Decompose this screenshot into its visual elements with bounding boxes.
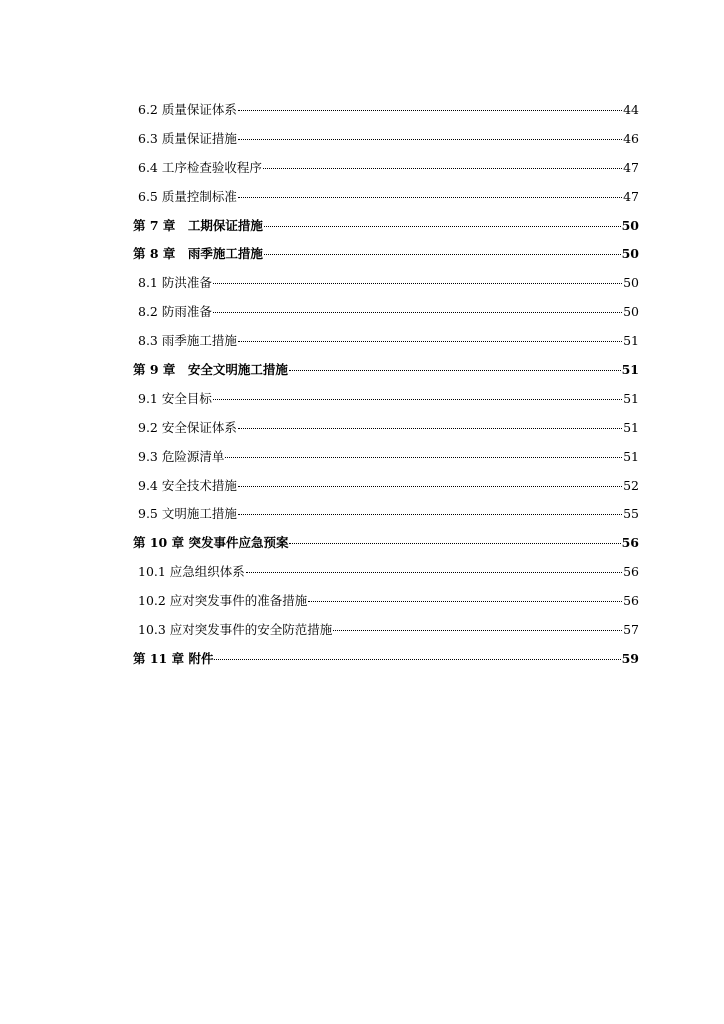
toc-entry-page: 59 (621, 650, 639, 666)
toc-entry-page: 50 (621, 246, 639, 262)
toc-entry-6-4[interactable] (133, 154, 639, 183)
toc-entry-6-3[interactable] (133, 125, 639, 154)
toc-entry-9-4[interactable] (133, 472, 639, 501)
toc-entry-label: 10.2 应对突发事件的准备措施 (138, 593, 308, 609)
toc-entry-6-2[interactable] (133, 96, 639, 125)
toc-chapter-7[interactable] (133, 212, 639, 241)
toc-entry-9-5[interactable] (133, 500, 639, 529)
toc-entry-8-1[interactable] (133, 269, 639, 298)
toc-entry-page: 51 (623, 390, 639, 406)
toc-entry-8-2[interactable] (133, 298, 639, 327)
toc-chapter-10[interactable] (133, 529, 639, 558)
dot-leader (213, 312, 622, 313)
toc-entry-page: 55 (623, 506, 639, 522)
dot-leader (238, 486, 622, 487)
toc-entry-label: 第 8 章 雨季施工措施 (133, 246, 263, 262)
toc-entry-page: 44 (623, 102, 639, 117)
toc-entry-label: 第 9 章 安全文明施工措施 (133, 362, 288, 378)
toc-entry-page: 56 (621, 535, 639, 551)
toc-chapter-11[interactable] (133, 645, 639, 674)
toc-entry-page: 46 (623, 130, 639, 146)
toc-entry-6-5[interactable] (133, 183, 639, 212)
toc-entry-page: 51 (621, 362, 639, 378)
dot-leader (246, 572, 622, 573)
toc-entry-9-3[interactable] (133, 443, 639, 472)
toc-chapter-8[interactable] (133, 240, 639, 269)
toc-entry-page: 51 (623, 419, 639, 435)
toc-entry-label: 8.1 防洪准备 (138, 275, 212, 291)
dot-leader (263, 168, 622, 169)
toc-entry-page: 51 (623, 448, 639, 464)
table-of-contents (133, 96, 639, 674)
toc-entry-label: 8.2 防雨准备 (138, 304, 212, 320)
toc-entry-label: 8.3 雨季施工措施 (138, 333, 237, 349)
toc-entry-label: 9.5 文明施工措施 (138, 506, 237, 522)
toc-entry-page: 57 (623, 622, 639, 638)
toc-entry-label: 10.1 应急组织体系 (138, 564, 245, 580)
toc-entry-label: 6.2 质量保证体系 (138, 102, 237, 117)
dot-leader (225, 457, 622, 458)
dot-leader (238, 110, 622, 111)
dot-leader (289, 543, 620, 544)
dot-leader (213, 283, 622, 284)
toc-entry-label: 9.1 安全目标 (138, 390, 212, 406)
toc-entry-page: 50 (623, 304, 639, 320)
toc-entry-label: 9.2 安全保证体系 (138, 419, 237, 435)
dot-leader (308, 601, 622, 602)
dot-leader (289, 370, 621, 371)
toc-entry-label: 6.3 质量保证措施 (138, 130, 237, 146)
dot-leader (264, 254, 621, 255)
dot-leader (238, 341, 622, 342)
toc-entry-8-3[interactable] (133, 327, 639, 356)
dot-leader (238, 197, 622, 198)
toc-entry-9-1[interactable] (133, 385, 639, 414)
toc-entry-page: 47 (623, 188, 639, 204)
dot-leader (333, 630, 622, 631)
toc-entry-page: 51 (623, 333, 639, 349)
dot-leader (213, 399, 622, 400)
dot-leader (238, 428, 622, 429)
toc-entry-9-2[interactable] (133, 414, 639, 443)
dot-leader (238, 139, 622, 140)
toc-entry-page: 56 (623, 593, 639, 609)
toc-entry-label: 9.4 安全技术措施 (138, 477, 237, 493)
toc-entry-label: 10.3 应对突发事件的安全防范措施 (138, 622, 333, 638)
toc-entry-10-2[interactable] (133, 587, 639, 616)
toc-entry-page: 52 (623, 477, 639, 493)
dot-leader (264, 226, 621, 227)
dot-leader (238, 514, 622, 515)
toc-entry-10-3[interactable] (133, 616, 639, 645)
toc-entry-label: 9.3 危险源清单 (138, 448, 225, 464)
toc-entry-page: 56 (623, 564, 639, 580)
dot-leader (214, 659, 620, 660)
toc-entry-label: 第 10 章 突发事件应急预案 (133, 535, 289, 551)
toc-entry-page: 50 (623, 275, 639, 291)
toc-entry-page: 47 (623, 159, 639, 175)
toc-entry-10-1[interactable] (133, 558, 639, 587)
toc-entry-page: 50 (621, 217, 639, 233)
toc-entry-label: 第 11 章 附件 (133, 650, 214, 666)
toc-entry-label: 6.4 工序检查验收程序 (138, 159, 262, 175)
toc-entry-label: 6.5 质量控制标准 (138, 188, 237, 204)
toc-chapter-9[interactable] (133, 356, 639, 385)
toc-entry-label: 第 7 章 工期保证措施 (133, 217, 263, 233)
